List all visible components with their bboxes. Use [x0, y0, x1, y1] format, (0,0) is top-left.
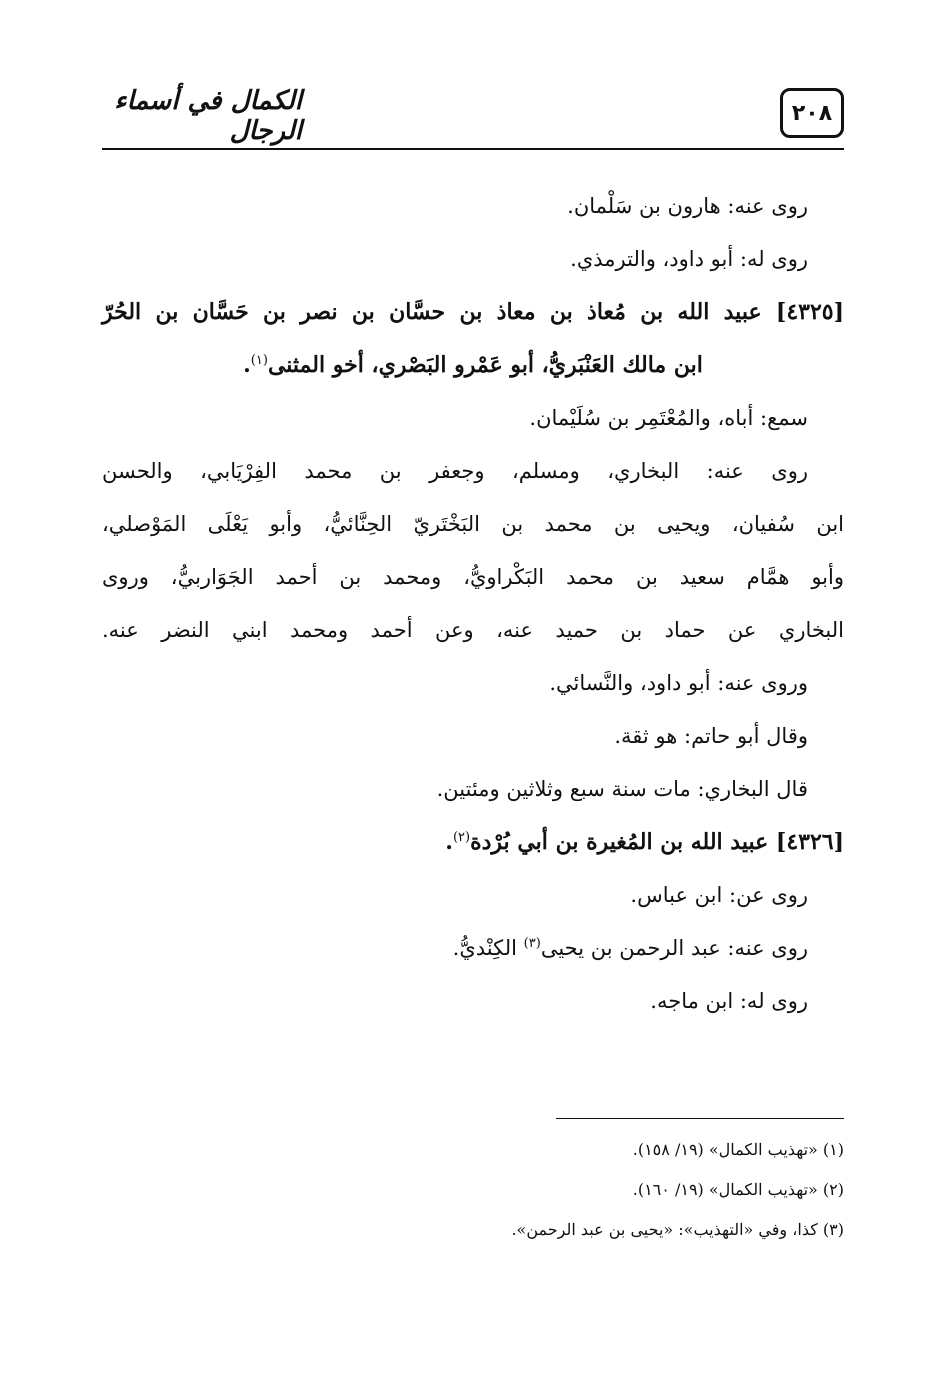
period: . [445, 829, 453, 855]
text-line: ابن سُفيان، ويحيى بن محمد بن البَخْتَريّ الحِنَّائيُّ، وأبو يَعْلَى المَوْصلي، [102, 512, 844, 536]
text-line: روى عن: ابن عباس. [630, 883, 808, 907]
footnote-ref-3: (٣) [523, 936, 541, 951]
footnote-1: (١) «تهذيب الكمال» (١٩/ ١٥٨). [632, 1140, 844, 1159]
page-number: ٢٠٨ [780, 88, 844, 138]
entry-heading-4325-continued [102, 339, 844, 392]
text-line: وأبو همَّام سعيد بن محمد البَكْراويُّ، ومحمد بن أحمد الجَوَاربيُّ، وروى [102, 565, 844, 589]
text-line: قال البخاري: مات سنة سبع وثلاثين ومئتين. [436, 777, 808, 801]
text-line: سمع: أباه، والمُعْتَمِر بن سُلَيْمان. [529, 406, 808, 430]
text-line: وقال أبو حاتم: هو ثقة. [614, 724, 808, 748]
page-header [102, 88, 844, 154]
entry-heading-text: ابن مالك العَنْبَريُّ، أبو عَمْرو البَصْري، أخو المثنى [267, 352, 703, 378]
footnote-ref-2: (٢) [452, 830, 471, 845]
entry-heading-text: [٤٣٢٦] عبيد الله بن المُغيرة بن أبي بُرْدة [470, 829, 844, 855]
period: . [243, 352, 251, 378]
entry-heading-4326 [102, 816, 844, 869]
text-line [102, 922, 844, 975]
footnote-2: (٢) «تهذيب الكمال» (١٩/ ١٦٠). [632, 1180, 844, 1199]
text-line: البخاري عن حماد بن حميد عنه، وعن أحمد ومحمد ابني النضر عنه. [102, 618, 844, 642]
text-line: روى له: ابن ماجه. [650, 989, 808, 1013]
text-line: وروى عنه: أبو داود، والنَّسائي. [549, 671, 808, 695]
text-line: روى عنه: البخاري، ومسلم، وجعفر بن محمد الفِرْيَابي، والحسن [102, 459, 808, 483]
footnote-3: (٣) كذا، وفي «التهذيب»: «يحيى بن عبد الرحمن». [511, 1220, 844, 1239]
text-line: روى له: أبو داود، والترمذي. [570, 247, 808, 271]
text-fragment: روى عنه: عبد الرحمن بن يحيى [540, 936, 808, 960]
entry-heading-4325: [٤٣٢٥] عبيد الله بن مُعاذ بن معاذ بن حسَّان بن نصر بن حَسَّان بن الحُرّ [102, 299, 844, 325]
text-line: روى عنه: هارون بن سَلْمان. [567, 194, 808, 218]
footnotes [102, 1130, 844, 1250]
text-fragment: الكِنْديُّ. [452, 936, 517, 960]
running-title: الكمال في أسماء الرجال [114, 86, 302, 146]
footnote-ref-1: (١) [250, 353, 268, 368]
main-text [102, 180, 844, 1028]
header-divider [102, 148, 844, 150]
footnote-divider [556, 1118, 844, 1119]
